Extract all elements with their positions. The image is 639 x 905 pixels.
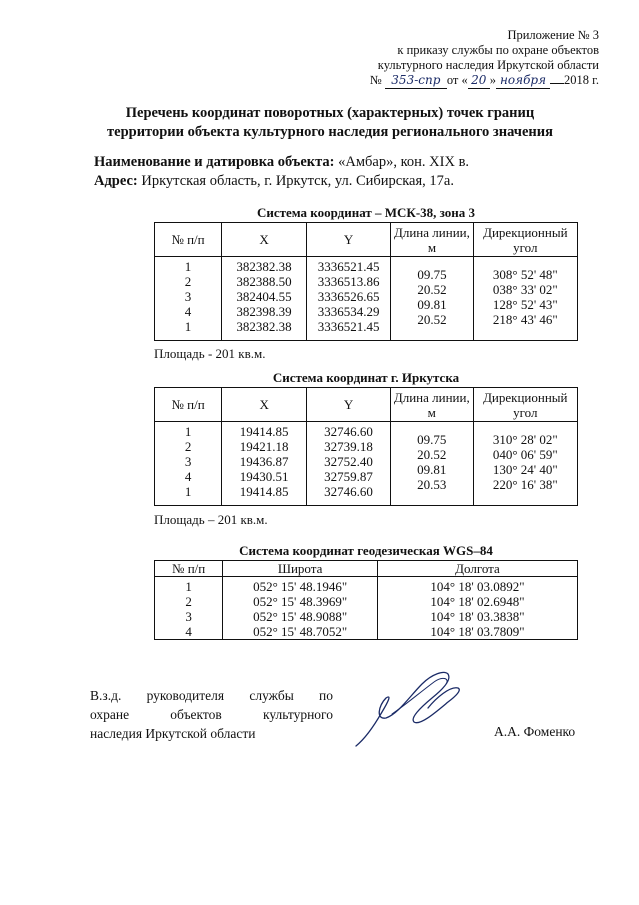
signatory-title [90,686,333,743]
table1-header-x: X [222,223,307,257]
table1-angle: 038° 33' 02" [492,282,558,297]
table1-y: 3336521.45 [317,259,380,274]
table1-length: 09.75 [417,267,447,282]
table1-header-length: Длина линии, м [391,223,473,257]
annex-order-line [329,73,599,89]
table1-y: 3336534.29 [317,304,380,319]
table1-y: 3336526.65 [317,289,380,304]
table3-lon: 104° 18' 03.0892" [430,579,525,594]
table2-x: 19414.85 [239,424,289,439]
table1-y: 3336513.86 [317,274,380,289]
table2-angle: 220° 16' 38" [492,477,558,492]
table3-header-lat: Широта [223,561,378,577]
table2-header-num: № п/п [155,388,222,422]
object-name-row [94,153,469,172]
table2-header-angle: Дирекционный угол [473,388,577,422]
table1-col-y [307,257,391,341]
table1-num: 1 [184,319,192,334]
table1-col-angle [473,257,577,341]
table2-y: 32752.40 [324,454,373,469]
table1-col-x [222,257,307,341]
table3-header-lon: Долгота [377,561,577,577]
table2-num: 1 [184,484,192,499]
table1 [154,222,578,341]
table1-area: Площадь - 201 кв.м. [154,346,266,361]
table1-x: 382388.50 [236,274,292,289]
table1-header-angle: Дирекционный угол [473,223,577,257]
table2-header-row [155,388,578,422]
signatory-title-line-1: В.з.д. руководителя службы по [90,688,333,703]
table2-header-y: Y [307,388,391,422]
table2-x: 19430.51 [239,469,289,484]
title-line-2: территории объекта культурного наследия регионального значения [107,124,553,140]
table2-num: 2 [184,439,192,454]
order-close-quote: » [489,73,497,87]
annex-line-3: культурного наследия Иркутской области [377,58,599,72]
table3-header-num: № п/п [155,561,223,577]
table3 [154,560,578,640]
table2-angle: 040° 06' 59" [492,447,558,462]
table1-angle: 128° 52' 43" [492,297,558,312]
table3-lat: 052° 15' 48.1946" [253,579,348,594]
table1-num: 1 [184,259,192,274]
table2-y: 32739.18 [324,439,373,454]
table1-y: 3336521.45 [317,319,380,334]
table3-num: 2 [185,594,192,609]
table2-col-length [391,422,474,506]
order-day: 20 [468,73,490,89]
table2-col-y [307,422,391,506]
table1-x: 382398.39 [236,304,292,319]
table2-y: 32746.60 [324,484,373,499]
table1-num: 4 [184,304,192,319]
table1-col-num [155,257,222,341]
table2-length: 09.75 [417,432,447,447]
order-number-value: 353-спр [385,73,447,89]
table2-y: 32746.60 [324,424,373,439]
table3-lon: 104° 18' 02.6948" [430,594,525,609]
table3-col-num [155,577,223,640]
table2-x: 19436.87 [239,454,289,469]
object-name-value: «Амбар», кон. XIX в. [338,154,470,170]
signatory-name: А.А. Фоменко [494,724,576,739]
table3-col-lon [377,577,577,640]
table3-num: 3 [185,609,192,624]
document-title [60,104,600,142]
table2-num: 3 [184,454,192,469]
table2-area: Площадь – 201 кв.м. [154,512,268,527]
table3-num: 1 [185,579,192,594]
table2-num: 1 [184,424,192,439]
table2-angle: 130° 24' 40" [492,462,558,477]
order-blank [550,83,564,84]
table2-y: 32759.87 [324,469,373,484]
table1-x: 382382.38 [236,259,292,274]
table1-body-row [155,257,578,341]
order-year: 2018 г. [564,73,599,87]
table1-length: 20.52 [417,282,447,297]
table3-lat: 052° 15' 48.3969" [253,594,348,609]
table3-body-row [155,577,578,640]
table3-lat: 052° 15' 48.7052" [253,624,348,639]
table1-length: 20.52 [417,312,447,327]
table1-angle: 308° 52' 48" [492,267,558,282]
table2-col-x [222,422,307,506]
table3-col-lat [223,577,378,640]
table1-header-y: Y [307,223,391,257]
table2-angle: 310° 28' 02" [492,432,558,447]
table1-col-length [391,257,473,341]
annex-block [329,28,599,89]
table2-body-row [155,422,578,506]
signatory-title-line-3: наследия Иркутской области [90,726,256,741]
object-name-label: Наименование и датировка объекта: [94,154,335,170]
table3-num: 4 [185,624,192,639]
table1-header-num: № п/п [155,223,222,257]
table2-num: 4 [184,469,192,484]
order-number-label: № [369,73,382,87]
table1-x: 382404.55 [236,289,292,304]
table3-caption: Система координат геодезическая WGS–84 [239,543,493,558]
signatory-title-line-2: охране объектов культурного [90,707,333,722]
table1-num: 2 [184,274,192,289]
handwritten-signature [352,668,467,748]
title-line-1: Перечень координат поворотных (характерных) точек границ [125,105,535,121]
table3-header-row [155,561,578,577]
table3-lat: 052° 15' 48.9088" [253,609,348,624]
table2-caption: Система координат г. Иркутска [272,370,460,385]
table2-length: 20.53 [417,477,447,492]
table2-header-length: Длина линии, м [391,388,474,422]
object-address-row [94,172,469,191]
table2-header-x: X [222,388,307,422]
table2-col-num [155,422,222,506]
table2-length: 20.52 [417,447,447,462]
table2-col-angle [473,422,577,506]
object-address-value: Иркутская область, г. Иркутск, ул. Сибирская, 17а. [141,173,454,189]
annex-line-1: Приложение № 3 [507,28,599,42]
table1-angle: 218° 43' 46" [492,312,558,327]
order-from-label: от « [446,73,468,87]
table1-num: 3 [184,289,192,304]
table2-length: 09.81 [417,462,447,477]
object-address-label: Адрес: [94,173,138,189]
table1-x: 382382.38 [236,319,292,334]
table1-caption: Система координат – МСК-38, зона 3 [256,205,476,220]
table1-length: 09.81 [417,297,447,312]
order-month: ноября [496,73,550,89]
table1-header-row [155,223,578,257]
object-info [94,153,469,191]
table2-x: 19414.85 [239,484,289,499]
table3-lon: 104° 18' 03.3838" [430,609,525,624]
table3-lon: 104° 18' 03.7809" [430,624,525,639]
table2 [154,387,578,506]
table2-x: 19421.18 [239,439,289,454]
annex-line-2: к приказу службы по охране объектов [397,43,599,57]
